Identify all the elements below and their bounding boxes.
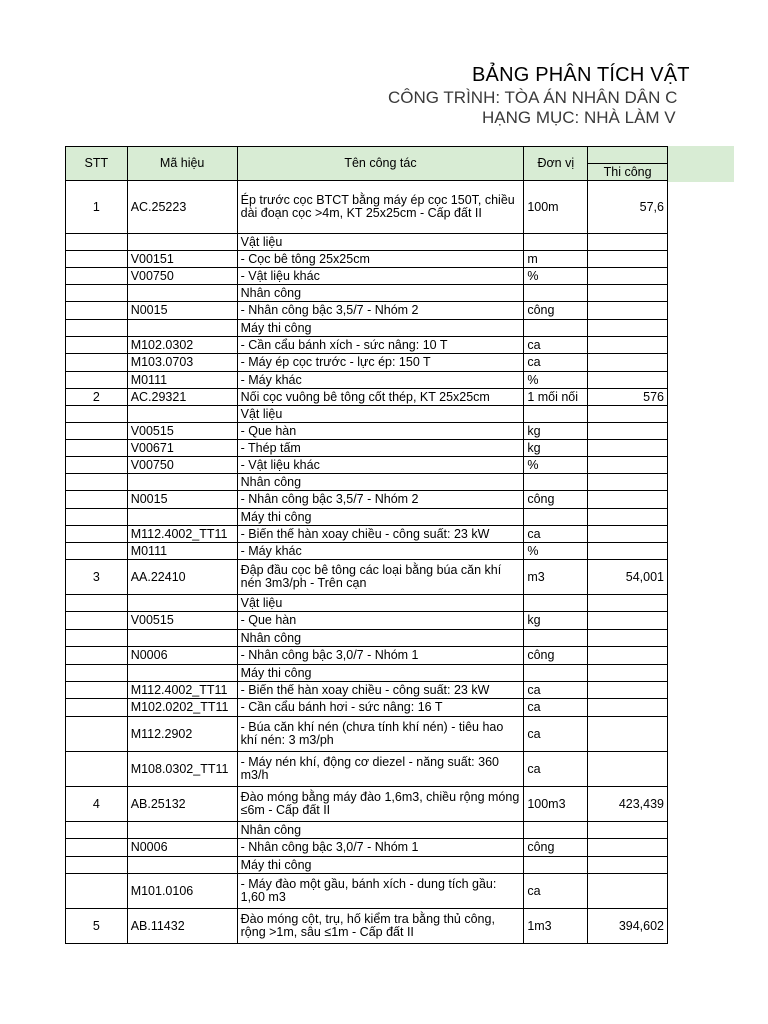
cell-quantity: 394,602 (588, 909, 668, 944)
cell-name: - Que hàn (237, 612, 524, 630)
cell-stt (66, 457, 128, 474)
cell-unit: 100m (524, 181, 588, 234)
cell-stt (66, 595, 128, 612)
cell-unit: % (524, 543, 588, 560)
cell-code (127, 320, 237, 337)
cell-stt (66, 682, 128, 699)
cell-quantity (588, 285, 668, 302)
table-row (66, 181, 668, 234)
cell-code: N0015 (127, 302, 237, 320)
cell-name: Máy thi công (237, 320, 524, 337)
cell-name: Nối cọc vuông bê tông cốt thép, KT 25x25cm (237, 389, 524, 406)
category-name: HẠNG MỤC: NHÀ LÀM V (482, 108, 676, 127)
cell-stt (66, 822, 128, 839)
table-row (66, 787, 668, 822)
cell-quantity (588, 682, 668, 699)
cell-code (127, 509, 237, 526)
header-unit: Đơn vị (524, 147, 588, 181)
table-row (66, 234, 668, 251)
table-row (66, 302, 668, 320)
cell-stt (66, 630, 128, 647)
cell-unit (524, 320, 588, 337)
cell-quantity (588, 251, 668, 268)
cell-quantity (588, 699, 668, 717)
cell-name: Máy thi công (237, 509, 524, 526)
table-row (66, 457, 668, 474)
cell-unit: m3 (524, 560, 588, 595)
cell-stt (66, 526, 128, 543)
cell-code: N0006 (127, 839, 237, 857)
cell-quantity (588, 752, 668, 787)
cell-quantity: 57,6 (588, 181, 668, 234)
table-row (66, 337, 668, 354)
cell-code (127, 474, 237, 491)
table-row (66, 509, 668, 526)
cell-quantity (588, 612, 668, 630)
cell-name: - Nhân công bậc 3,0/7 - Nhóm 1 (237, 839, 524, 857)
cell-unit: ca (524, 682, 588, 699)
cell-name: Máy thi công (237, 665, 524, 682)
cell-code (127, 285, 237, 302)
cell-stt (66, 354, 128, 372)
cell-name: Nhân công (237, 285, 524, 302)
table-row (66, 320, 668, 337)
cell-stt (66, 337, 128, 354)
table-row (66, 822, 668, 839)
cell-name: - Vật liệu khác (237, 268, 524, 285)
table-row (66, 665, 668, 682)
cell-code: AC.29321 (127, 389, 237, 406)
cell-code (127, 630, 237, 647)
cell-unit: % (524, 457, 588, 474)
cell-stt: 3 (66, 560, 128, 595)
cell-quantity (588, 320, 668, 337)
table-row (66, 717, 668, 752)
cell-code: V00671 (127, 440, 237, 457)
cell-stt (66, 268, 128, 285)
cell-quantity (588, 647, 668, 665)
cell-unit (524, 630, 588, 647)
sheet-title: BẢNG PHÂN TÍCH VẬT (472, 64, 690, 86)
cell-unit: m (524, 251, 588, 268)
cell-name: Máy thi công (237, 857, 524, 874)
cell-quantity (588, 406, 668, 423)
cell-stt: 1 (66, 181, 128, 234)
cell-quantity (588, 857, 668, 874)
table-row (66, 372, 668, 389)
cell-name: Đập đầu cọc bê tông các loại bằng búa căn khí nén 3m3/ph - Trên cạn (237, 560, 524, 595)
table-row (66, 354, 668, 372)
cell-stt (66, 717, 128, 752)
cell-stt (66, 665, 128, 682)
cell-unit (524, 595, 588, 612)
table-body (66, 181, 668, 944)
cell-quantity: 576 (588, 389, 668, 406)
cell-unit: công (524, 647, 588, 665)
cell-code (127, 234, 237, 251)
cell-unit (524, 234, 588, 251)
cell-name: - Nhân công bậc 3,0/7 - Nhóm 1 (237, 647, 524, 665)
cell-unit: ca (524, 699, 588, 717)
cell-unit: 1 mối nối (524, 389, 588, 406)
cell-quantity (588, 595, 668, 612)
cell-code: N0006 (127, 647, 237, 665)
table-row (66, 491, 668, 509)
cell-unit: ca (524, 752, 588, 787)
cell-quantity (588, 302, 668, 320)
cell-unit: ca (524, 337, 588, 354)
cell-code: V00515 (127, 612, 237, 630)
cell-name: - Cần cẩu bánh xích - sức nâng: 10 T (237, 337, 524, 354)
header-group (588, 147, 668, 164)
cell-code: M0111 (127, 543, 237, 560)
cell-unit: % (524, 268, 588, 285)
cell-code: M0111 (127, 372, 237, 389)
header-construction: Thi công (588, 164, 668, 181)
table-row (66, 595, 668, 612)
cell-quantity (588, 717, 668, 752)
cell-unit (524, 665, 588, 682)
cell-code: AC.25223 (127, 181, 237, 234)
cell-name: Nhân công (237, 822, 524, 839)
cell-quantity (588, 491, 668, 509)
cell-code (127, 406, 237, 423)
cell-code: M102.0202_TT11 (127, 699, 237, 717)
cell-unit: 1m3 (524, 909, 588, 944)
cell-stt (66, 320, 128, 337)
cell-name: Vật liệu (237, 595, 524, 612)
cell-name: Đào móng cột, trụ, hố kiểm tra bằng thủ công, rộng >1m, sâu ≤1m - Cấp đất II (237, 909, 524, 944)
table-row (66, 406, 668, 423)
table-row (66, 647, 668, 665)
cell-quantity (588, 630, 668, 647)
cell-name: - Nhân công bậc 3,5/7 - Nhóm 2 (237, 302, 524, 320)
cell-name: Vật liệu (237, 234, 524, 251)
cell-quantity (588, 423, 668, 440)
header-code: Mã hiệu (127, 147, 237, 181)
table-row (66, 268, 668, 285)
table-row (66, 440, 668, 457)
table-row (66, 682, 668, 699)
table-row (66, 423, 668, 440)
cell-name: - Cọc bê tông 25x25cm (237, 251, 524, 268)
table-row (66, 389, 668, 406)
cell-code: M101.0106 (127, 874, 237, 909)
header-name: Tên công tác (237, 147, 524, 181)
cell-name: - Máy đào một gầu, bánh xích - dung tích gầu: 1,60 m3 (237, 874, 524, 909)
cell-quantity (588, 526, 668, 543)
cell-name: - Cần cẩu bánh hơi - sức nâng: 16 T (237, 699, 524, 717)
cell-code: V00515 (127, 423, 237, 440)
material-analysis-table (65, 146, 668, 944)
cell-name: Đào móng bằng máy đào 1,6m3, chiều rộng móng ≤6m - Cấp đất II (237, 787, 524, 822)
table-row (66, 251, 668, 268)
header-stt: STT (66, 147, 128, 181)
cell-code: V00151 (127, 251, 237, 268)
cell-stt (66, 302, 128, 320)
table-row (66, 285, 668, 302)
table-row (66, 752, 668, 787)
cell-stt (66, 543, 128, 560)
cell-quantity (588, 337, 668, 354)
table-row (66, 699, 668, 717)
cell-name: Ép trước cọc BTCT bằng máy ép cọc 150T, chiều dài đoạn cọc >4m, KT 25x25cm - Cấp đất II (237, 181, 524, 234)
cell-code (127, 857, 237, 874)
cell-quantity (588, 440, 668, 457)
table-row (66, 612, 668, 630)
cell-name: - Que hàn (237, 423, 524, 440)
cell-quantity (588, 372, 668, 389)
cell-code: M112.4002_TT11 (127, 682, 237, 699)
cell-stt: 2 (66, 389, 128, 406)
cell-quantity (588, 839, 668, 857)
cell-stt (66, 251, 128, 268)
cell-name: Vật liệu (237, 406, 524, 423)
cell-name: - Thép tấm (237, 440, 524, 457)
cell-unit (524, 474, 588, 491)
cell-unit: ca (524, 526, 588, 543)
cell-name: - Máy ép cọc trước - lực ép: 150 T (237, 354, 524, 372)
cell-stt (66, 699, 128, 717)
cell-quantity (588, 665, 668, 682)
cell-quantity (588, 822, 668, 839)
cell-stt (66, 491, 128, 509)
cell-code (127, 665, 237, 682)
cell-unit (524, 509, 588, 526)
cell-quantity (588, 474, 668, 491)
table-row (66, 909, 668, 944)
cell-code (127, 595, 237, 612)
cell-code: AB.25132 (127, 787, 237, 822)
cell-unit (524, 822, 588, 839)
header-extension (668, 146, 734, 182)
table-row (66, 560, 668, 595)
table-row (66, 857, 668, 874)
cell-name: - Búa căn khí nén (chưa tính khí nén) - tiêu hao khí nén: 3 m3/ph (237, 717, 524, 752)
cell-stt (66, 474, 128, 491)
cell-quantity: 54,001 (588, 560, 668, 595)
cell-stt: 4 (66, 787, 128, 822)
cell-code: M112.4002_TT11 (127, 526, 237, 543)
cell-unit (524, 406, 588, 423)
cell-name: Nhân công (237, 474, 524, 491)
cell-unit: 100m3 (524, 787, 588, 822)
cell-stt (66, 285, 128, 302)
cell-unit: kg (524, 440, 588, 457)
cell-name: - Máy khác (237, 372, 524, 389)
cell-name: - Nhân công bậc 3,5/7 - Nhóm 2 (237, 491, 524, 509)
cell-name: - Biến thế hàn xoay chiều - công suất: 23 kW (237, 682, 524, 699)
cell-unit: ca (524, 874, 588, 909)
cell-name: Nhân công (237, 630, 524, 647)
cell-unit (524, 285, 588, 302)
cell-name: - Biến thế hàn xoay chiều - công suất: 23 kW (237, 526, 524, 543)
cell-quantity (588, 268, 668, 285)
cell-quantity (588, 354, 668, 372)
cell-quantity (588, 543, 668, 560)
cell-code: M103.0703 (127, 354, 237, 372)
cell-stt (66, 372, 128, 389)
table-row (66, 839, 668, 857)
table-row (66, 874, 668, 909)
cell-stt: 5 (66, 909, 128, 944)
cell-code: N0015 (127, 491, 237, 509)
cell-stt (66, 857, 128, 874)
cell-code: M102.0302 (127, 337, 237, 354)
cell-quantity (588, 874, 668, 909)
cell-quantity (588, 234, 668, 251)
cell-code: M112.2902 (127, 717, 237, 752)
cell-code: AA.22410 (127, 560, 237, 595)
cell-stt (66, 647, 128, 665)
cell-quantity (588, 509, 668, 526)
cell-stt (66, 612, 128, 630)
cell-unit: công (524, 839, 588, 857)
cell-unit: ca (524, 717, 588, 752)
cell-stt (66, 423, 128, 440)
cell-code (127, 822, 237, 839)
cell-code: AB.11432 (127, 909, 237, 944)
cell-stt (66, 234, 128, 251)
cell-unit: công (524, 491, 588, 509)
cell-code: V00750 (127, 457, 237, 474)
table-row (66, 526, 668, 543)
cell-name: - Vật liệu khác (237, 457, 524, 474)
cell-stt (66, 406, 128, 423)
cell-stt (66, 839, 128, 857)
cell-quantity: 423,439 (588, 787, 668, 822)
table-row (66, 630, 668, 647)
cell-quantity (588, 457, 668, 474)
cell-stt (66, 440, 128, 457)
cell-code: M108.0302_TT11 (127, 752, 237, 787)
cell-name: - Máy khác (237, 543, 524, 560)
cell-unit: công (524, 302, 588, 320)
cell-unit: ca (524, 354, 588, 372)
cell-unit (524, 857, 588, 874)
table-row (66, 543, 668, 560)
cell-stt (66, 874, 128, 909)
table-row (66, 474, 668, 491)
cell-name: - Máy nén khí, động cơ diezel - năng suất: 360 m3/h (237, 752, 524, 787)
cell-unit: kg (524, 612, 588, 630)
cell-unit: % (524, 372, 588, 389)
project-name: CÔNG TRÌNH: TÒA ÁN NHÂN DÂN C (388, 88, 678, 107)
cell-stt (66, 509, 128, 526)
cell-stt (66, 752, 128, 787)
cell-code: V00750 (127, 268, 237, 285)
cell-unit: kg (524, 423, 588, 440)
